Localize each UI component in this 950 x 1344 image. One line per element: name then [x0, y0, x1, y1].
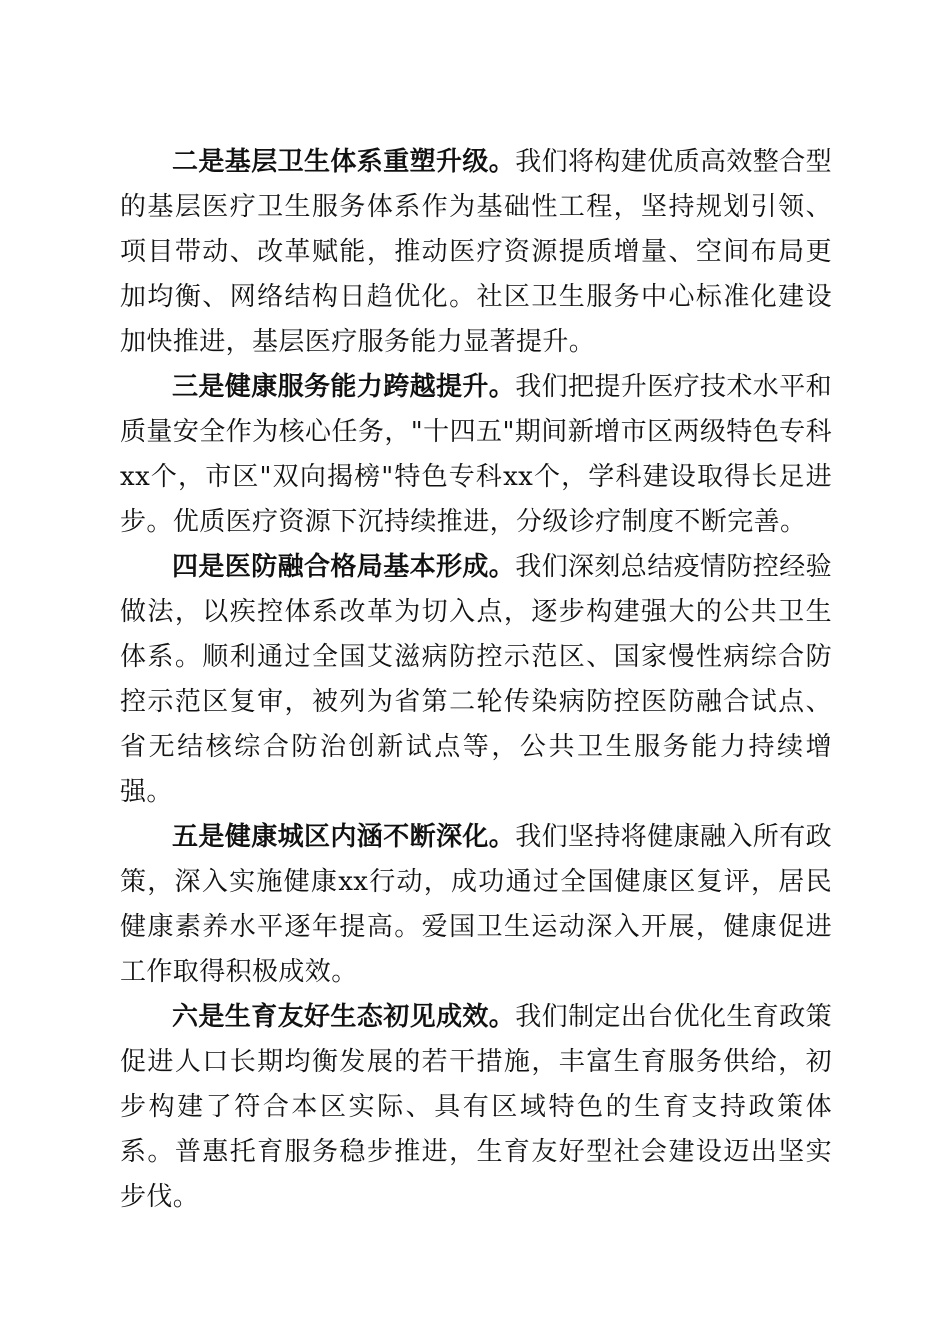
paragraph-lead: 三是健康服务能力跨越提升。: [172, 372, 516, 402]
paragraph-text: 我们深刻总结疫情防控经验做法，以疾控体系改革为切入点，逐步构建强大的公共卫生体系。顺利通过全国艾滋病防控示范区、国家慢性病综合防控示范区复审，被列为省第二轮传染病防控医防融合试点、省无结核综合防治创新试点等，公共卫生服务能力持续增强。: [120, 552, 833, 807]
paragraph-text: 我们把提升医疗技术水平和质量安全作为核心任务，"十四五"期间新增市区两级特色专科xx个，市区"双向揭榜"特色专科xx个，学科建设取得长足进步。优质医疗资源下沉持续推进，分级诊疗制度不断完善。: [120, 372, 833, 537]
paragraph-text: 我们制定出台优化生育政策促进人口长期均衡发展的若干措施，丰富生育服务供给，初步构建了符合本区实际、具有区域特色的生育支持政策体系。普惠托育服务稳步推进，生育友好型社会建设迈出坚实步伐。: [120, 1002, 833, 1212]
paragraph-basic-health-system: [120, 140, 832, 365]
paragraph-lead: 五是健康城区内涵不断深化。: [172, 822, 516, 852]
paragraph-medical-prevention-integration: [120, 545, 832, 815]
document-body: [120, 140, 832, 1220]
paragraph-lead: 六是生育友好生态初见成效。: [172, 1002, 516, 1032]
paragraph-lead: 二是基层卫生体系重塑升级。: [172, 147, 516, 177]
paragraph-health-service-capacity: [120, 365, 832, 545]
paragraph-lead: 四是医防融合格局基本形成。: [172, 552, 516, 582]
paragraph-text: 我们将构建优质高效整合型的基层医疗卫生服务体系作为基础性工程，坚持规划引领、项目带动、改革赋能，推动医疗资源提质增量、空间布局更加均衡、网络结构日趋优化。社区卫生服务中心标准化建设加快推进，基层医疗服务能力显著提升。: [120, 147, 833, 357]
paragraph-text: 我们坚持将健康融入所有政策，深入实施健康xx行动，成功通过全国健康区复评，居民健康素养水平逐年提高。爱国卫生运动深入开展，健康促进工作取得积极成效。: [120, 822, 833, 987]
paragraph-fertility-friendly: [120, 995, 832, 1220]
paragraph-healthy-district: [120, 815, 832, 995]
